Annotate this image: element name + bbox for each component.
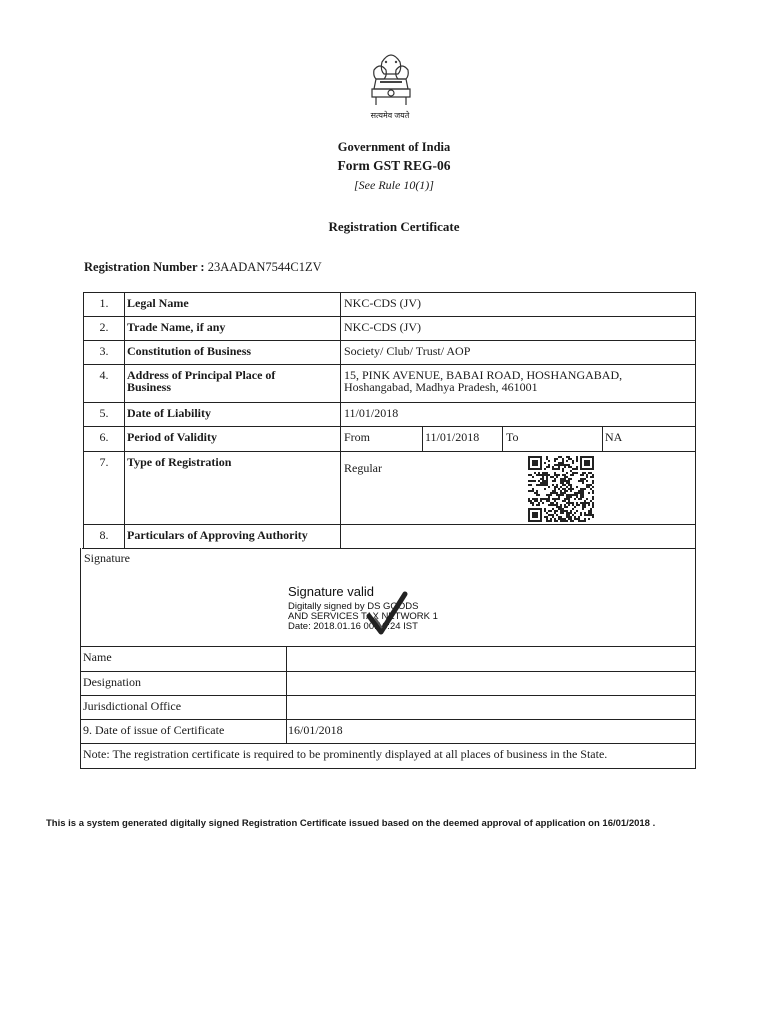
validity-from-value: 11/01/2018 [425,430,480,444]
jurisdictional-office-label: Jurisdictional Office [83,699,182,713]
government-heading: Government of India [337,140,451,154]
registration-type-value: Regular [344,461,382,475]
row-number: 5. [99,406,109,420]
constitution-label: Constitution of Business [127,344,252,358]
legal-name-label: Legal Name [127,296,189,310]
date-of-liability-label: Date of Liability [127,406,211,420]
emblem-motto: सत्यमेव जयते [370,111,410,120]
row-number: 3. [99,344,109,358]
issue-date-label: 9. Date of issue of Certificate [83,723,225,737]
date-of-liability-value: 11/01/2018 [344,406,399,420]
signature-signer-line1: Digitally signed by DS GOODS [288,601,419,612]
registration-number-value: 23AADAN7544C1ZV [207,260,322,274]
certificate-table [80,292,696,770]
registration-number-label: Registration Number : [84,260,205,274]
signature-valid-text: Signature valid [288,584,374,599]
legal-name-value: NKC-CDS (JV) [344,296,422,310]
address-label-line1: Address of Principal Place of [127,368,276,382]
row-number: 1. [99,296,109,310]
designation-label: Designation [83,675,141,689]
address-value-line2: Hoshangabad, Madhya Pradesh, 461001 [344,380,538,394]
validity-from-label: From [344,430,371,444]
period-of-validity-label: Period of Validity [127,430,218,444]
verified-check-icon [365,590,409,638]
validity-to-value: NA [605,430,623,444]
note-text: Note: The registration certificate is required to be prominently displayed at all places of business in the State. [83,747,608,761]
digital-signature[interactable] [288,584,438,632]
signature-label: Signature [84,551,130,565]
issue-date-value: 16/01/2018 [288,723,343,737]
signature-signer-line2: AND SERVICES TAX NETWORK 1 [288,611,438,622]
signature-date: Date: 2018.01.16 00:16:24 IST [288,621,418,632]
registration-number [84,260,322,275]
row-number: 2. [99,320,109,334]
rule-reference: [See Rule 10(1)] [354,178,434,192]
constitution-value: Society/ Club/ Trust/ AOP [344,344,471,358]
form-title: Form GST REG-06 [337,158,451,173]
qr-code[interactable] [528,456,594,522]
row-number: 8. [99,528,109,542]
address-label-line2: Business [127,380,172,394]
footer-statement: This is a system generated digitally signed Registration Certificate issued based on the deemed approval of application on 16/01/2018 . [46,818,656,829]
row-number: 7. [99,455,109,469]
row-number: 6. [99,430,109,444]
registration-type-label: Type of Registration [127,455,232,469]
certificate-title: Registration Certificate [328,219,460,234]
approving-authority-label: Particulars of Approving Authority [127,528,308,542]
trade-name-label: Trade Name, if any [127,320,226,334]
trade-name-value: NKC-CDS (JV) [344,320,422,334]
address-value-line1: 15, PINK AVENUE, BABAI ROAD, HOSHANGABAD, [344,368,623,382]
name-label: Name [83,650,112,664]
row-number: 4. [99,368,109,382]
validity-to-label: To [506,430,519,444]
